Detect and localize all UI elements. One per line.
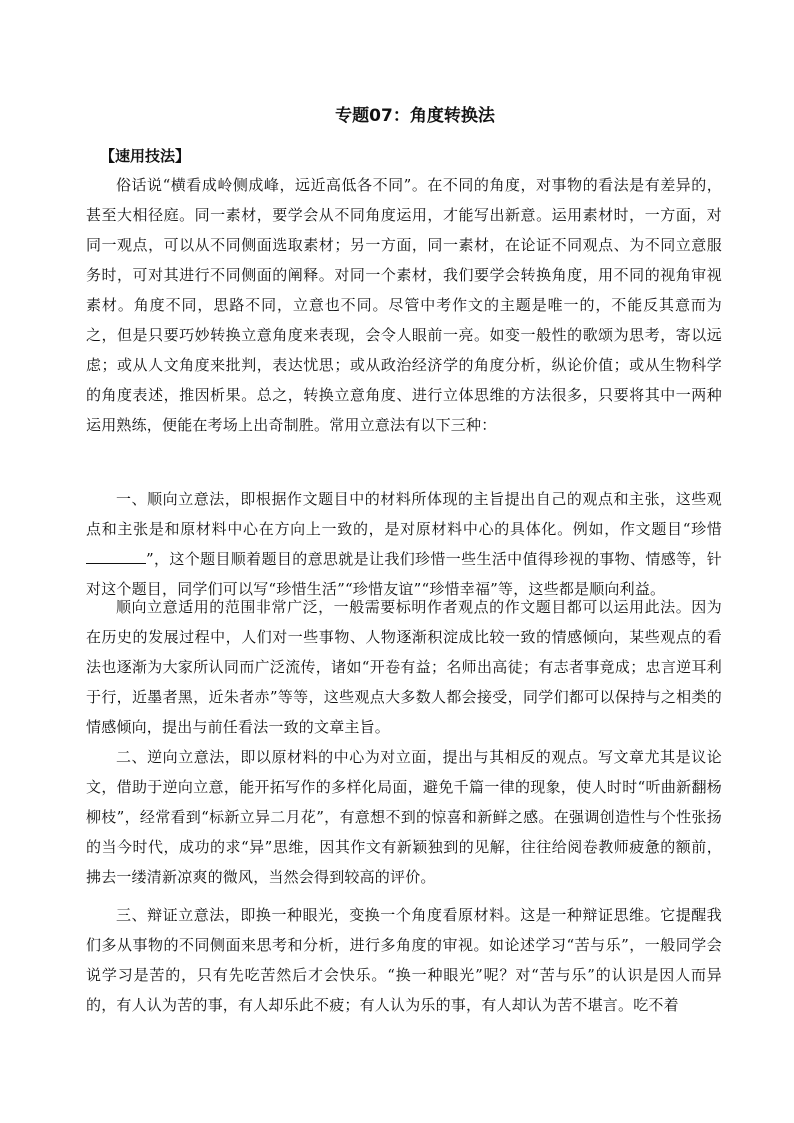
paragraph-dialectic-method: 三、辩证立意法，即换一种眼光，变换一个角度看原材料。这是一种辩证思维。它提醒我们多从事物的不同侧面来思考和分析，进行多角度的审视。如论述学习“苦与乐”，一般同学会说学习是苦的，只有先吃苦然后才会快乐。“换一种眼光”呢？对“苦与乐”的认识是因人而异的，有人认为苦的事，有人却乐此不疲；有人认为乐的事，有人却认为苦不堪言。吃不着 xyxy=(86,906,722,1014)
fill-in-blank xyxy=(86,548,146,564)
page-title: 专题07：角度转换法 xyxy=(335,106,495,126)
paragraph-forward-method xyxy=(86,484,722,604)
paragraph-forward-scope: 顺向立意适用的范围非常广泛，一般需要标明作者观点的作文题目都可以运用此法。因为在历史的发展过程中，人们对一些事物、人物逐渐积淀成比较一致的情感倾向，某些观点的看法也逐渐为大家所认同而广泛流传，诸如“开卷有益；名师出高徒；有志者事竟成；忠言逆耳利于行，近墨者黑，近朱者赤”等等，这些观点大多数人都会接受，同学们都可以保持与之相类的情感倾向，提出与前任看法一致的文章主旨。 xyxy=(86,598,722,736)
section-heading: 【速用技法】 xyxy=(100,147,191,165)
paragraph-forward-method-part2: ”，这个题目顺着题目的意思就是让我们珍惜一些生活中值得珍视的事物、情感等，针对这个题目，同学们可以写“珍惜生活”“珍惜友谊”“珍惜幸福”等，这些都是顺向利益。 xyxy=(86,550,722,598)
paragraph-intro: 俗话说“横看成岭侧成峰，远近高低各不同”。在不同的角度，对事物的看法是有差异的，甚至大相径庭。同一素材，要学会从不同角度运用，才能写出新意。运用素材时，一方面，对同一观点，可以从不同侧面选取素材；另一方面，同一素材，在论证不同观点、为不同立意服务时，可对其进行不同侧面的阐释。对同一个素材，我们要学会转换角度，用不同的视角审视素材。角度不同，思路不同，立意也不同。尽管中考作文的主题是唯一的，不能反其意而为之，但是只要巧妙转换立意角度来表现，会令人眼前一亮。如变一般性的歌颂为思考，寄以远虑；或从人文角度来批判，表达忧思；或从政治经济学的角度分析，纵论价值；或从生物科学的角度表述，推因析果。总之，转换立意角度、进行立体思维的方法很多，只要将其中一两种运用熟练，便能在考场上出奇制胜。常用立意法有以下三种： xyxy=(86,176,722,434)
paragraph-reverse-method: 二、逆向立意法，即以原材料的中心为对立面，提出与其相反的观点。写文章尤其是议论文，借助于逆向立意，能开拓写作的多样化局面，避免千篇一律的现象，使人时时“听曲新翻杨柳枝”，经常看到“标新立异二月花”，有意想不到的惊喜和新鲜之感。在强调创造性与个性张扬的当今时代，成功的求“异”思维，因其作文有新颖独到的见解，往往给阅卷教师疲惫的额前，拂去一缕清新凉爽的微风，当然会得到较高的评价。 xyxy=(86,748,722,886)
paragraph-forward-method-part1: 一、顺向立意法，即根据作文题目中的材料所体现的主旨提出自己的观点和主张，这些观点和主张是和原材料中心在方向上一致的，是对原材料中心的具体化。例如，作文题目“珍惜 xyxy=(86,490,722,538)
